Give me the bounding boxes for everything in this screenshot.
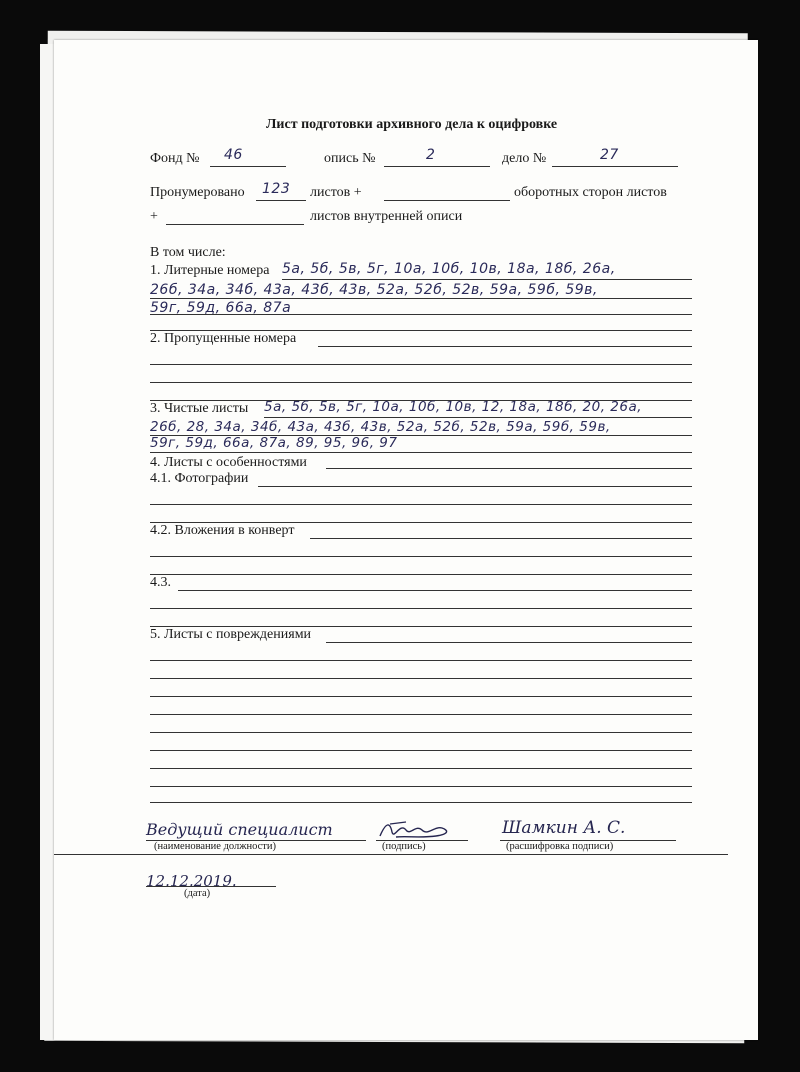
damaged-line-1 [326,642,692,643]
literal-numbers-line-2: 26б, 34а, 34б, 43а, 43б, 43в, 52а, 52б, 52в, 59а, 59б, 59в, [150,282,598,298]
envelope-line-2 [150,556,692,557]
damaged-line-9 [150,786,692,787]
damaged-line-6 [150,732,692,733]
internal-line [166,224,304,225]
section-envelope-label: 4.2. Вложения в конверт [150,523,295,538]
section-43-line-2 [150,608,692,609]
section-photos-label: 4.1. Фотографии [150,471,249,486]
date-handwritten: 12.12.2019. [146,872,237,890]
document-title: Лист подготовки архивного дела к оцифровке [266,117,558,132]
numbered-reverse-text: оборотных сторон листов [514,185,667,200]
reverse-line [384,200,510,201]
delo-value: 27 [600,147,619,163]
opis-line [384,166,490,167]
section-43-line-1 [178,590,692,591]
separator-rule [54,854,728,855]
damaged-line-7 [150,750,692,751]
date-line [146,886,276,887]
literal-numbers-line-3: 59г, 59д, 66а, 87а [150,300,292,316]
fond-line [210,166,286,167]
position-caption: (наименование должности) [154,841,277,852]
numbered-label: Пронумеровано [150,185,245,200]
date-caption: (дата) [184,888,211,899]
section-literal-numbers-label: 1. Литерные номера [150,263,270,278]
missing-line-2 [150,364,692,365]
damaged-line-10 [150,802,692,803]
damaged-line-8 [150,768,692,769]
section-features-label: 4. Листы с особенностями [150,455,307,470]
features-line [326,468,692,469]
damaged-line-3 [150,678,692,679]
literal-line-1 [282,279,692,280]
section-43-label: 4.3. [150,575,171,590]
opis-value: 2 [426,147,436,163]
signature-mark [376,818,456,842]
damaged-line-4 [150,696,692,697]
envelope-line-3 [150,574,692,575]
section-blank-sheets-label: 3. Чистые листы [150,401,249,416]
signature-caption: (подпись) [382,841,426,852]
missing-line-1 [318,346,692,347]
blank-sheets-line-3-rule [150,452,692,453]
blank-sheets-line-1: 5а, 5б, 5в, 5г, 10а, 10б, 10в, 12, 18а, 18б, 20, 26а, [264,399,643,415]
fond-value: 46 [224,147,243,163]
damaged-line-5 [150,714,692,715]
photos-line-1 [258,486,692,487]
section-damaged-label: 5. Листы с повреждениями [150,627,312,642]
including-label: В том числе: [150,245,226,260]
name-caption: (расшифровка подписи) [506,841,614,852]
blank-sheets-line-1-rule [264,417,692,418]
blank-sheets-line-3: 59г, 59д, 66а, 87а, 89, 95, 96, 97 [150,435,398,451]
missing-line-3 [150,382,692,383]
photos-line-2 [150,504,692,505]
numbered-sheets-text: листов + [310,185,362,200]
numbered-value: 123 [262,181,291,197]
position-handwritten: Ведущий специалист [146,820,333,839]
opis-label: опись № [324,151,376,166]
fond-label: Фонд № [150,151,200,166]
internal-inventory-text: листов внутренней описи [310,209,463,224]
numbered-line [256,200,306,201]
blank-sheets-line-2: 26б, 28, 34а, 34б, 43а, 43б, 43в, 52а, 52б, 52в, 59а, 59б, 59в, [150,419,611,435]
damaged-line-2 [150,660,692,661]
literal-line-3 [150,314,692,315]
name-handwritten: Шамкин А. С. [502,818,626,838]
literal-numbers-line-1: 5а, 5б, 5в, 5г, 10а, 10б, 10в, 18а, 18б, 26а, [282,261,616,277]
delo-line [552,166,678,167]
section-missing-numbers-label: 2. Пропущенные номера [150,331,297,346]
envelope-line-1 [310,538,692,539]
literal-line-2 [150,298,692,299]
plus-sign: + [150,209,158,224]
document-page [54,40,758,1040]
delo-label: дело № [502,151,547,166]
